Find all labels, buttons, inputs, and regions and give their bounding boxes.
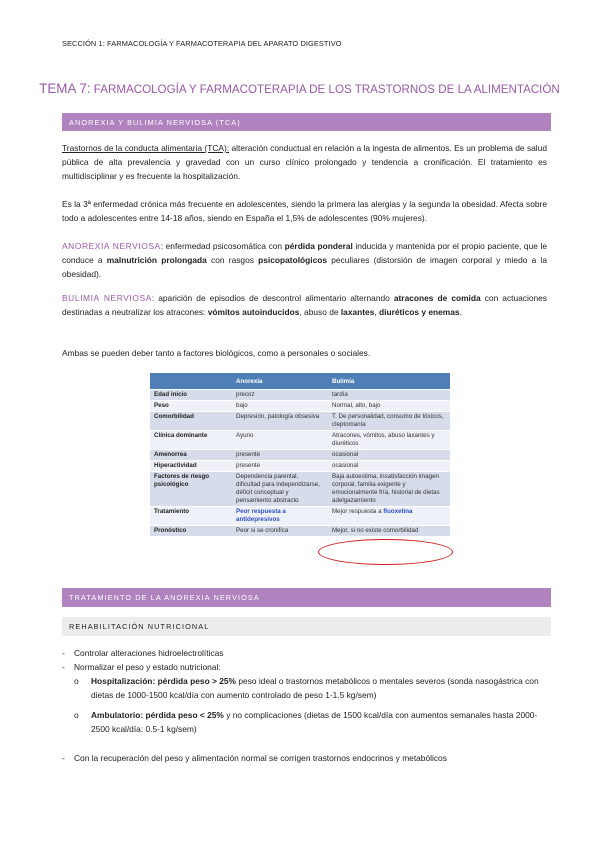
anorexia-text2: inducida y mantenida por el propio paciente, que le conduce a	[62, 241, 547, 266]
table-row	[150, 472, 450, 507]
hospitalizacion-text: peso ideal o trastornos metabólicos o mentales severos (sonda nasogástrica con dietas de 1000-1500 kcal/día con aumento controlado de peso 1-1.5 kg/sem)	[91, 676, 539, 700]
sub-bullet-marker: o	[74, 710, 79, 720]
bulimia-bold3: laxantes	[340, 307, 375, 318]
ambulatorio-text: y no complicaciones (dietas de 1500 kcal/día con aumentos semanales hasta 2000-2500 kcal/día: 0.5-1 kg/sem)	[91, 710, 538, 734]
ambulatorio-bold: pérdida peso < 25%	[145, 710, 224, 720]
table-row	[150, 412, 450, 431]
table-cell-bulimia: Normal, alto, bajo	[328, 401, 450, 412]
treatment-bulimia-prefix: Mejor respuesta a	[332, 508, 384, 515]
table-row	[150, 461, 450, 472]
sub-bullet-ambulatorio	[91, 709, 549, 736]
table-cell-bulimia: Mejor, si no existe comorbilidad	[328, 526, 450, 537]
table-cell-bulimia: ocasional	[328, 461, 450, 472]
table-cell-anorexia: Peor respuesta a antidepresivos	[232, 507, 328, 526]
bullet-dash: -	[62, 648, 65, 658]
anorexia-text1: : enfermedad psicosomática con	[160, 241, 285, 251]
bulimia-text2: con actuaciones destinadas a neutralizar los atracones:	[62, 293, 547, 318]
sub-bullet-marker: o	[74, 676, 79, 686]
table-header-bulimia: Bulimia	[328, 373, 450, 390]
table-cell-bulimia: Atracones, vómitos, abuso laxantes y diuréticos	[328, 431, 450, 450]
paragraph-bulimia	[62, 291, 547, 319]
hospitalizacion-bold: pérdida peso > 25%	[157, 676, 236, 686]
anorexia-bold3: psicopatológicos	[258, 255, 328, 266]
table-cell-key: Edad inicio	[150, 390, 232, 401]
subsection-bar-title: REHABILITACIÓN NUTRICIONAL	[69, 622, 210, 631]
hospitalizacion-colon: :	[152, 676, 158, 686]
section-bar-title: ANOREXIA Y BULIMIA NERVIOSA (TCA)	[69, 117, 241, 127]
section-header: SECCIÓN 1: FARMACOLOGÍA Y FARMACOTERAPIA DEL APARATO DIGESTIVO	[62, 39, 342, 48]
table-cell-bulimia: tardía	[328, 390, 450, 401]
table-header-row	[150, 373, 450, 390]
table-cell-key: Pronóstico	[150, 526, 232, 537]
table-row	[150, 401, 450, 412]
table-cell-bulimia: Baja autoestima, insatisfacción imagen corporal, familia exigente y emocionalmente fría, historial de dietas adelgazamiento	[328, 472, 450, 507]
subsection-bar-rehab	[62, 617, 551, 636]
table-row	[150, 507, 450, 526]
anorexia-bold1: pérdida ponderal	[284, 241, 353, 251]
table-cell-bulimia: ocasional	[328, 450, 450, 461]
hospitalizacion-label: Hospitalización	[91, 676, 153, 686]
anorexia-text4: peculiares (distorsión de imagen corporal y miedo a la obesidad).	[62, 255, 547, 280]
bulimia-bold4: diuréticos y enemas	[379, 307, 460, 318]
tema-number: TEMA 7:	[39, 81, 91, 96]
table-cell-key: Factores de riesgo psicológico	[150, 472, 232, 507]
paragraph-epidemiology	[62, 197, 547, 225]
table-row	[150, 431, 450, 450]
tca-term: Trastornos de la conducta alimentaria (TCA):	[62, 143, 230, 153]
table-header-blank	[150, 373, 232, 390]
table-cell-key: Tratamiento	[150, 507, 232, 526]
bullet-item-2: Normalizar el peso y estado nutricional:	[74, 662, 221, 672]
sub-bullet-hospitalizacion	[91, 675, 549, 702]
tema-title: FARMACOLOGÍA Y FARMACOTERAPIA DE LOS TRASTORNOS DE LA ALIMENTACIÓN	[93, 83, 560, 96]
anorexia-term: ANOREXIA NERVIOSA	[62, 241, 161, 251]
table-cell-bulimia: T. De personalidad, consumo de tóxicos, cleptomanía	[328, 412, 450, 431]
table-cell-key: Clínica dominante	[150, 431, 232, 450]
section-bar-title: TRATAMIENTO DE LA ANOREXIA NERVIOSA	[69, 593, 260, 602]
section-bar-anorexia-bulimia	[62, 113, 551, 131]
table-cell-anorexia: precoz	[232, 390, 328, 401]
table-cell-anorexia: Ayuno	[232, 431, 328, 450]
table-row	[150, 390, 450, 401]
bulimia-term: BULIMIA NERVIOSA	[62, 293, 152, 303]
paragraph-factors: Ambas se pueden deber tanto a factores biológicos, como a personales o sociales.	[62, 348, 371, 358]
table-header-anorexia: Anorexia	[232, 373, 328, 390]
table-cell-key: Peso	[150, 401, 232, 412]
table-cell-anorexia: Dependencia parental, dificultad para independizarse, déficit conceptual y pensamiento abstracto	[232, 472, 328, 507]
bullet-dash: -	[62, 753, 65, 763]
comparison-table	[150, 373, 450, 536]
ambulatorio-label: Ambulatorio	[91, 710, 141, 720]
table-cell-key: Comorbilidad	[150, 412, 232, 431]
fluoxetina-highlight-ellipse	[318, 539, 453, 565]
paragraph-tca	[62, 141, 547, 184]
page-title	[0, 81, 599, 96]
table-cell-anorexia: presente	[232, 461, 328, 472]
table-row	[150, 450, 450, 461]
bulimia-bold1: atracones de comida	[393, 293, 481, 303]
bulimia-text5: .	[459, 307, 462, 318]
epidemiology-line2: Afecta sobre todo a adolescentes entre 14-18 años, siendo en España el 1,5% de adolescentes (90% mujeres).	[62, 199, 547, 224]
anorexia-bold2: malnutrición prolongada	[106, 255, 207, 266]
bulimia-bold2: vómitos autoinducidos	[207, 307, 300, 318]
treatment-bulimia-drug: fluoxetina	[383, 508, 413, 515]
section-bar-treatment	[62, 588, 551, 607]
anorexia-text3: con rasgos	[206, 255, 259, 266]
table-cell-anorexia: Peor si se cronifica	[232, 526, 328, 537]
bulimia-text4: ,	[374, 307, 380, 318]
table-row	[150, 526, 450, 537]
bullet-item-3: Con la recuperación del peso y alimentación normal se corrigen trastornos endocrinos y metabólicos	[74, 753, 447, 763]
table-cell-anorexia: bajo	[232, 401, 328, 412]
bulimia-text1: : aparición de episodios de descontrol alimentario alternando	[151, 293, 394, 303]
bullet-dash: -	[62, 662, 65, 672]
bullet-item-1: Controlar alteraciones hidroelectrolíticas	[74, 648, 224, 658]
table-cell-bulimia	[328, 507, 450, 526]
ambulatorio-colon: :	[140, 710, 146, 720]
bulimia-text3: , abuso de	[299, 307, 341, 318]
table-cell-anorexia: presente	[232, 450, 328, 461]
epidemiology-line1: Es la 3ª enfermedad crónica más frecuente en adolescentes, siendo la primera las alergias y la segunda la obesidad.	[62, 199, 498, 209]
table-cell-anorexia: Depresión, patología obsesiva	[232, 412, 328, 431]
paragraph-anorexia	[62, 239, 547, 282]
table-cell-key: Amenorrea	[150, 450, 232, 461]
table-cell-key: Hiperactividad	[150, 461, 232, 472]
tca-text: alteración conductual en relación a la ingesta de alimentos. Es un problema de salud pública de alta prevalencia y gravedad con un curso clínico prolongado y tendencia a cronificación. El tratamiento es multidisciplinar y es frecuente la hospitalización.	[62, 143, 547, 182]
